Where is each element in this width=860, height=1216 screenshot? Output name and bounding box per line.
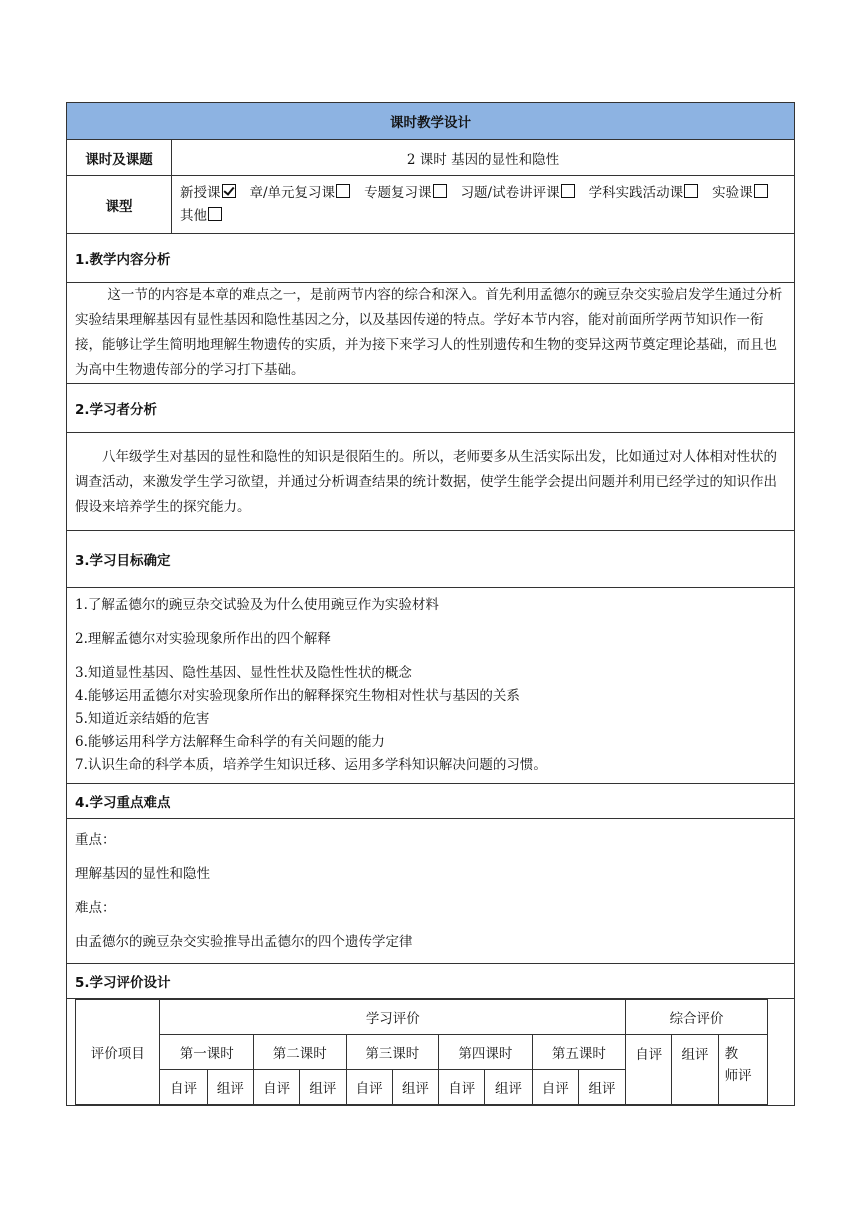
section-5-header [67,964,795,999]
checked-box-icon[interactable] [222,184,236,198]
content-analysis-text: 这一节的内容是本章的难点之一，是前两节内容的综合和深入。首先利用孟德尔的豌豆杂交实验启发学生通过分析实验结果理解基因有显性基因和隐性基因之分，以及基因传递的特点。学好本节内容，能对前面所学两节知识作一衔接，能够让学生简明地理解生物遗传的实质，并为接下来学习人的性别遗传和生物的变异这两节奠定理论基础，而且也为高中生物遗传部分的学习打下基础。 [67,283,795,384]
period-label: 第三课时 [346,1035,439,1070]
period-label: 第四课时 [439,1035,533,1070]
option-practice-activity[interactable]: 学科实践活动课 [589,185,699,201]
section-2-body [67,433,795,531]
lesson-design-table [66,102,795,1106]
group-eval-cell: 组评 [485,1070,532,1105]
self-eval-cell: 自评 [346,1070,392,1105]
lesson-value: 2 课时 基因的显性和隐性 [172,140,795,176]
section-heading: 4.学习重点难点 [67,784,795,819]
option-new-lesson[interactable]: 新授课 [180,185,236,201]
difficulty-label: 难点： [75,900,116,916]
option-unit-review[interactable]: 章/单元复习课 [250,185,351,201]
option-other[interactable]: 其他 [180,208,222,224]
lesson-row [67,140,795,176]
period-label: 第五课时 [532,1035,626,1070]
section-heading: 5.学习评价设计 [67,964,795,999]
objective-item: 2.理解孟德尔对实验现象所作出的四个解释 [75,631,331,647]
objective-item: 1.了解孟德尔的豌豆杂交试验及为什么使用豌豆作为实验材料 [75,597,439,613]
period-label: 第二课时 [254,1035,347,1070]
checkbox-icon[interactable] [684,184,698,198]
evaluation-header-row [76,1000,768,1035]
section-3-body [67,588,795,784]
section-5-body [67,999,795,1106]
lesson-design-document [66,102,794,1106]
lesson-type-options [172,176,795,234]
key-text: 理解基因的显性和隐性 [75,866,210,882]
self-eval-cell: 自评 [160,1070,207,1105]
title-row [67,103,795,140]
objective-item: 5.知道近亲结婚的危害 [75,711,210,727]
document-title: 课时教学设计 [67,103,795,140]
section-heading: 1.教学内容分析 [67,234,795,283]
overall-self-eval: 自评 [626,1035,672,1105]
section-heading: 2.学习者分析 [67,384,795,433]
learning-eval-label: 学习评价 [160,1000,626,1035]
section-heading: 3.学习目标确定 [67,531,795,588]
evaluation-table [75,999,768,1105]
group-eval-cell: 组评 [207,1070,253,1105]
difficulty-text: 由孟德尔的豌豆杂交实验推导出孟德尔的四个遗传学定律 [75,934,413,950]
checkbox-icon[interactable] [433,184,447,198]
learner-analysis-text: 八年级学生对基因的显性和隐性的知识是很陌生的。所以，老师要多从生活实际出发，比如通过对人体相对性状的调查活动，来激发学生学习欲望，并通过分析调查结果的统计数据，使学生能学会提出问题并利用已经学过的知识作出假设来培养学生的探究能力。 [67,433,795,531]
evaluation-container [67,999,795,1106]
key-points-content [67,819,795,964]
group-eval-cell: 组评 [300,1070,346,1105]
lesson-type-label: 课型 [67,176,172,234]
evaluation-period-row [76,1035,768,1070]
self-eval-cell: 自评 [439,1070,485,1105]
group-eval-cell: 组评 [392,1070,438,1105]
self-eval-cell: 自评 [532,1070,578,1105]
section-1-header [67,234,795,283]
overall-eval-label: 综合评价 [626,1000,768,1035]
group-eval-cell: 组评 [578,1070,625,1105]
overall-teacher-eval: 教 师评 [718,1035,767,1105]
objective-item: 7.认识生命的科学本质，培养学生知识迁移、运用多学科知识解决问题的习惯。 [75,757,547,773]
section-2-header [67,384,795,433]
checkbox-icon[interactable] [561,184,575,198]
section-4-body [67,819,795,964]
objective-item: 4.能够运用孟德尔对实验现象所作出的解释探究生物相对性状与基因的关系 [75,688,520,704]
period-label: 第一课时 [160,1035,254,1070]
checkbox-icon[interactable] [754,184,768,198]
objective-item: 6.能够运用科学方法解释生命科学的有关问题的能力 [75,734,385,750]
checkbox-icon[interactable] [336,184,350,198]
option-exercise-review[interactable]: 习题/试卷讲评课 [461,185,575,201]
objectives-list [67,588,795,784]
evaluation-item-label: 评价项目 [76,1000,160,1105]
option-topic-review[interactable]: 专题复习课 [364,185,447,201]
section-1-body [67,283,795,384]
overall-group-eval: 组评 [672,1035,718,1105]
lesson-label: 课时及课题 [67,140,172,176]
option-experiment[interactable]: 实验课 [712,185,768,201]
self-eval-cell: 自评 [254,1070,300,1105]
section-4-header [67,784,795,819]
checkbox-icon[interactable] [208,207,222,221]
lesson-type-row [67,176,795,234]
section-3-header [67,531,795,588]
objective-item: 3.知道显性基因、隐性基因、显性性状及隐性性状的概念 [75,665,412,681]
key-label: 重点： [75,832,116,848]
